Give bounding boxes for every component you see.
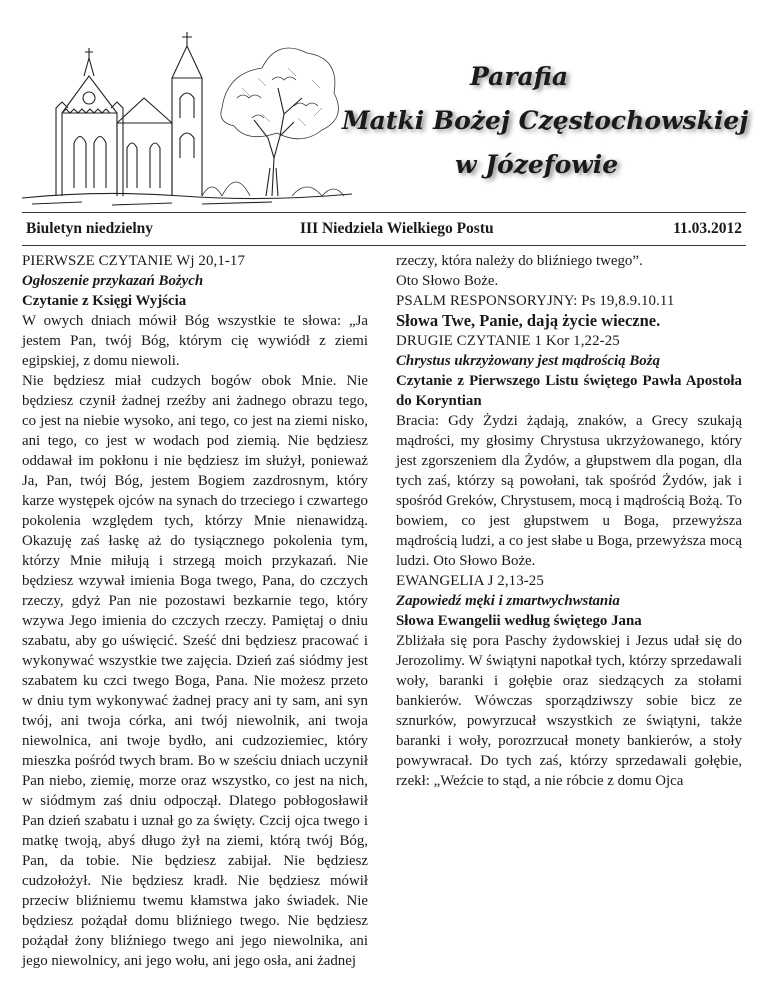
reading1-paragraph-1: W owych dniach mówił Bóg wszystkie te słowa: „Ja jestem Pan, twój Bóg, którym cię wywiódł z ziemi egipskiej, z domu niewoli. <box>22 313 368 369</box>
bulletin-date: 11.03.2012 <box>673 220 742 237</box>
reading1-heading: PIERWSZE CZYTANIE Wj 20,1-17 <box>22 253 246 269</box>
left-column <box>22 251 368 971</box>
masthead <box>0 0 768 212</box>
gospel-subtitle: Zapowiedź męki i zmartwychwstania <box>396 593 620 609</box>
reading1-closing: Oto Słowo Boże. <box>396 273 499 289</box>
reading1-subtitle: Ogłoszenie przykazań Bożych <box>22 273 204 289</box>
reading2-heading: DRUGIE CZYTANIE 1 Kor 1,22-25 <box>396 333 620 349</box>
bulletin-info-bar <box>22 212 746 246</box>
church-drawing-icon <box>22 18 352 208</box>
gospel-text: Zbliżała się pora Paschy żydowskiej i Jezus udał się do Jerozolimy. W świątyni napotkał tych, którzy sprzedawali woły, baranki i gołębie oraz siedzących za stołami bankierów. Wówczas sporządziwszy sobie bicz ze sznurków, powyrzucał wszystkich ze świątyni, także baranki i woły, porozrzucał monety bankierów, a stoły powywracał. Do tych zaś, którzy sprzedawali gołębie, rzekł: „Weźcie to stąd, a nie róbcie z domu Ojca <box>396 633 742 789</box>
psalm-response: Słowa Twe, Panie, dają życie wieczne. <box>396 311 661 330</box>
gospel-heading: EWANGELIA J 2,13-25 <box>396 573 544 589</box>
reading1-book: Czytanie z Księgi Wyjścia <box>22 293 187 309</box>
bulletin-name: Biuletyn niedzielny <box>26 220 154 237</box>
reading1-paragraph-2-continued: rzeczy, która należy do bliźniego twego”. <box>396 253 643 269</box>
reading2-book: Czytanie z Pierwszego Listu świętego Pawła Apostoła do Koryntian <box>396 373 742 409</box>
parish-title-line-1: Parafia <box>470 62 569 91</box>
gospel-book: Słowa Ewangelii według świętego Jana <box>396 613 642 629</box>
parish-title-line-2: Matki Bożej Częstochowskiej <box>342 106 749 135</box>
bulletin-occasion: III Niedziela Wielkiego Postu <box>300 220 494 237</box>
psalm-heading: PSALM RESPONSORYJNY: Ps 19,8.9.10.11 <box>396 293 675 309</box>
reading1-paragraph-2: Nie będziesz miał cudzych bogów obok Mnie. Nie będziesz czynił żadnej rzeźby ani żadnego obrazu tego, co jest na niebie wysoko, ani tego, co jest na ziemi nisko, ani tego, co jest w wodach pod ziemią. Nie będziesz oddawał im pokłonu i nie będziesz im służył, ponieważ Ja, Pan, twój Bóg, jestem Bogiem zazdrosnym, który karze występek ojców na synach do trzeciego i czwartego pokolenia względem tych, którzy Mnie nienawidzą. Okazuję zaś łaskę aż do tysiącznego pokolenia tym, którzy Mnie miłują i strzegą moich przykazań. Nie będziesz wzywał imienia Boga twego, Pana, do czczych rzeczy, gdyż Pan nie pozostawi bezkarnie tego, który wzywa Jego imienia do czczych rzeczy. Pamiętaj o dniu szabatu, aby go uświęcić. Sześć dni będziesz pracować i wykonywać wszystkie twe zajęcia. Dzień zaś siódmy jest szabatem ku czci twego Boga, Pana. Nie możesz przeto w dniu tym wykonywać żadnej pracy ani ty sam, ani syn twój, ani twoja córka, ani twój niewolnik, ani twoja niewolnica, ani twoje bydło, ani cudzoziemiec, który mieszka pośród twych bram. Bo w sześciu dniach uczynił Pan niebo, ziemię, morze oraz wszystko, co jest na nich, w siódmym zaś dniu odpoczął. Dlatego pobłogosławił Pan dzień szabatu i uznał go za święty. Czcij ojca twego i matkę twoją, abyś długo żył na ziemi, którą twój Bóg, Pan, da tobie. Nie będziesz zabijał. Nie będziesz cudzołożył. Nie będziesz kradł. Nie będziesz mówił przeciw bliźniemu twemu kłamstwa jako świadek. Nie będziesz pożądał domu bliźniego twego. Nie będziesz pożądał żony bliźniego twego ani jego niewolnika, ani jego niewolnicy, ani jego wołu, ani jego osła, ani żadnej <box>22 373 368 969</box>
right-column <box>396 251 742 791</box>
parish-title-line-3: w Józefowie <box>455 150 619 179</box>
reading2-text: Bracia: Gdy Żydzi żądają, znaków, a Grecy szukają mądrości, my głosimy Chrystusa ukrzyżowanego, który jest zgorszeniem dla Żydów, a głupstwem dla pogan, dla tych zaś, którzy są powołani, tak spośród Żydów, jak i spośród Greków, Chrystusem, mocą i mądrością Bożą. To bowiem, co jest głupstwem u Boga, przewyższa mądrością ludzi, a co jest słabe u Boga, przewyższa mocą ludzi. Oto Słowo Boże. <box>396 413 742 569</box>
reading2-subtitle: Chrystus ukrzyżowany jest mądrością Bożą <box>396 353 660 369</box>
